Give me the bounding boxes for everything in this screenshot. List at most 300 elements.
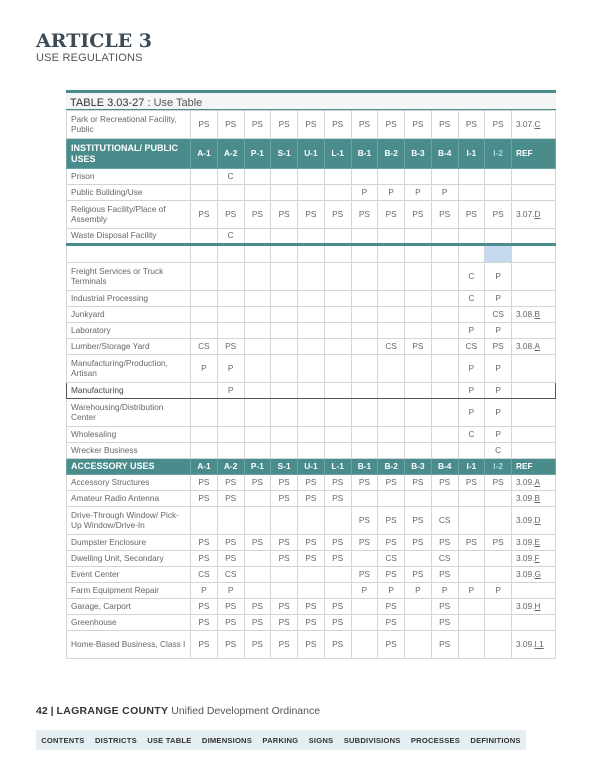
permission-cell: PS — [271, 615, 298, 631]
permission-cell — [351, 263, 378, 291]
permission-cell: PS — [217, 491, 244, 507]
permission-cell: PS — [244, 599, 271, 615]
permission-cell — [351, 339, 378, 355]
ref-link[interactable]: D — [534, 208, 541, 219]
permission-cell: P — [458, 355, 485, 383]
permission-cell — [324, 427, 351, 443]
article-title: ARTICLE 3 — [36, 30, 153, 52]
permission-cell: PS — [324, 615, 351, 631]
permission-cell: PS — [191, 111, 218, 139]
permission-cell — [217, 323, 244, 339]
permission-cell: PS — [405, 475, 432, 491]
use-table-container — [66, 90, 556, 659]
permission-cell — [324, 443, 351, 459]
permission-cell — [324, 323, 351, 339]
district-column-header: U-1 — [298, 139, 325, 169]
permission-cell: PS — [244, 615, 271, 631]
permission-cell — [244, 491, 271, 507]
ref-cell — [512, 475, 556, 491]
permission-cell — [298, 339, 325, 355]
permission-cell: P — [485, 427, 512, 443]
permission-cell — [351, 631, 378, 659]
district-column-header: A-2 — [217, 459, 244, 475]
separator-cell — [271, 245, 298, 263]
permission-cell — [485, 551, 512, 567]
permission-cell: PS — [324, 111, 351, 139]
permission-cell: PS — [298, 631, 325, 659]
permission-cell: PS — [458, 475, 485, 491]
permission-cell — [351, 491, 378, 507]
permission-cell — [191, 399, 218, 427]
permission-cell — [405, 307, 432, 323]
permission-cell: PS — [378, 615, 405, 631]
ref-column-header — [512, 459, 556, 475]
permission-cell: PS — [405, 339, 432, 355]
permission-cell: PS — [271, 599, 298, 615]
use-name: Dumpster Enclosure — [67, 535, 191, 551]
district-column-header: S-1 — [271, 459, 298, 475]
nav-link-parking[interactable]: PARKING — [262, 735, 299, 745]
permission-cell — [271, 307, 298, 323]
table-row — [67, 229, 556, 245]
ref-link[interactable]: A — [534, 340, 541, 351]
permission-cell — [244, 551, 271, 567]
permission-cell — [405, 631, 432, 659]
table-row — [67, 383, 556, 399]
permission-cell — [324, 229, 351, 245]
permission-cell — [405, 383, 432, 399]
permission-cell: P — [485, 399, 512, 427]
separator-cell — [458, 245, 485, 263]
ref-link[interactable]: F — [534, 552, 540, 563]
permission-cell: PS — [351, 507, 378, 535]
page-number: 42 — [36, 705, 48, 717]
separator-cell — [512, 245, 556, 263]
permission-cell — [244, 307, 271, 323]
permission-cell — [271, 323, 298, 339]
ref-link[interactable]: B — [534, 492, 541, 503]
section-title: INSTITUTIONAL/ PUBLIC USES — [67, 139, 191, 169]
permission-cell — [431, 169, 458, 185]
permission-cell: PS — [217, 111, 244, 139]
permission-cell — [485, 567, 512, 583]
district-column-header: P-1 — [244, 459, 271, 475]
district-column-header: I-2 — [485, 459, 512, 475]
permission-cell: PS — [431, 567, 458, 583]
nav-link-dimensions[interactable]: DIMENSIONS — [201, 735, 253, 745]
use-name: Waste Disposal Facility — [67, 229, 191, 245]
permission-cell — [458, 507, 485, 535]
permission-cell — [191, 291, 218, 307]
use-name: Religious Facility/Place of Assembly — [67, 201, 191, 229]
separator-cell — [191, 245, 218, 263]
permission-cell — [324, 291, 351, 307]
section-header-row — [67, 139, 556, 169]
permission-cell: C — [217, 169, 244, 185]
permission-cell — [217, 185, 244, 201]
permission-cell — [378, 443, 405, 459]
permission-cell: PS — [298, 201, 325, 229]
permission-cell — [378, 291, 405, 307]
separator-cell — [217, 245, 244, 263]
permission-cell — [298, 443, 325, 459]
permission-cell — [431, 355, 458, 383]
ref-cell — [512, 631, 556, 659]
permission-cell: PS — [405, 507, 432, 535]
district-column-header: L-1 — [324, 459, 351, 475]
nav-link-contents[interactable]: CONTENTS — [41, 735, 85, 745]
ref-link[interactable]: C — [534, 118, 541, 129]
permission-cell: P — [217, 355, 244, 383]
permission-cell — [271, 583, 298, 599]
permission-cell — [298, 583, 325, 599]
permission-cell — [485, 507, 512, 535]
permission-cell — [378, 229, 405, 245]
permission-cell — [378, 355, 405, 383]
permission-cell — [485, 599, 512, 615]
permission-cell: PS — [378, 567, 405, 583]
permission-cell — [378, 427, 405, 443]
permission-cell — [191, 427, 218, 443]
permission-cell — [458, 229, 485, 245]
ref-cell — [512, 427, 556, 443]
permission-cell: PS — [431, 599, 458, 615]
ref-cell — [512, 185, 556, 201]
permission-cell: P — [351, 185, 378, 201]
ref-link[interactable]: I.1 — [534, 638, 544, 649]
permission-cell: PS — [244, 535, 271, 551]
permission-cell: PS — [271, 491, 298, 507]
permission-cell: PS — [217, 631, 244, 659]
permission-cell: P — [217, 383, 244, 399]
permission-cell — [244, 355, 271, 383]
permission-cell: P — [485, 323, 512, 339]
permission-cell — [191, 229, 218, 245]
permission-cell — [351, 169, 378, 185]
permission-cell — [458, 551, 485, 567]
permission-cell: PS — [378, 631, 405, 659]
ref-link[interactable]: B — [534, 308, 541, 319]
permission-cell — [405, 615, 432, 631]
footer-document-name: Unified Development Ordinance — [171, 705, 321, 717]
permission-cell: PS — [351, 201, 378, 229]
permission-cell: PS — [217, 339, 244, 355]
permission-cell: P — [485, 583, 512, 599]
ref-cell — [512, 615, 556, 631]
permission-cell — [191, 169, 218, 185]
permission-cell — [271, 185, 298, 201]
permission-cell — [431, 229, 458, 245]
use-name: Warehousing/Distribution Center — [67, 399, 191, 427]
table-row — [67, 507, 556, 535]
permission-cell: PS — [405, 111, 432, 139]
permission-cell: CS — [217, 567, 244, 583]
page-footer — [36, 705, 320, 717]
use-name: Laboratory — [67, 323, 191, 339]
permission-cell: PS — [405, 567, 432, 583]
table-caption-name: Use Table — [153, 97, 203, 109]
permission-cell — [191, 307, 218, 323]
use-name: Wholesaling — [67, 427, 191, 443]
permission-cell — [485, 491, 512, 507]
permission-cell: PS — [378, 475, 405, 491]
permission-cell — [431, 491, 458, 507]
permission-cell — [244, 323, 271, 339]
table-row — [67, 443, 556, 459]
ref-cell — [512, 355, 556, 383]
permission-cell: PS — [378, 507, 405, 535]
permission-cell — [324, 307, 351, 323]
permission-cell — [324, 355, 351, 383]
permission-cell: PS — [324, 551, 351, 567]
separator-cell — [405, 245, 432, 263]
ref-cell — [512, 535, 556, 551]
ref-link[interactable]: D — [534, 514, 541, 525]
ref-link[interactable]: H — [534, 600, 541, 611]
ref-cell — [512, 399, 556, 427]
ref-cell — [512, 291, 556, 307]
permission-cell — [298, 169, 325, 185]
permission-cell: PS — [244, 631, 271, 659]
permission-cell — [485, 169, 512, 185]
permission-cell — [217, 291, 244, 307]
permission-cell: P — [458, 399, 485, 427]
district-column-header: B-2 — [378, 459, 405, 475]
permission-cell — [405, 229, 432, 245]
ref-cell — [512, 583, 556, 599]
permission-cell — [271, 291, 298, 307]
permission-cell: PS — [191, 535, 218, 551]
separator-cell — [351, 245, 378, 263]
ref-cell — [512, 491, 556, 507]
permission-cell: P — [405, 185, 432, 201]
permission-cell: C — [458, 291, 485, 307]
permission-cell — [244, 567, 271, 583]
permission-cell: P — [458, 383, 485, 399]
permission-cell: PS — [485, 201, 512, 229]
permission-cell: PS — [298, 111, 325, 139]
ref-cell — [512, 307, 556, 323]
use-name: Prison — [67, 169, 191, 185]
ref-cell — [512, 169, 556, 185]
permission-cell — [485, 631, 512, 659]
ref-cell — [512, 229, 556, 245]
permission-cell — [271, 339, 298, 355]
permission-cell — [351, 307, 378, 323]
permission-cell — [298, 323, 325, 339]
permission-cell — [244, 229, 271, 245]
permission-cell: PS — [271, 201, 298, 229]
bottom-navigation — [36, 730, 526, 750]
permission-cell: CS — [485, 307, 512, 323]
permission-cell: PS — [298, 551, 325, 567]
permission-cell — [271, 263, 298, 291]
permission-cell: PS — [298, 535, 325, 551]
permission-cell: PS — [271, 475, 298, 491]
ref-link[interactable]: E — [534, 536, 541, 547]
separator-cell — [431, 245, 458, 263]
table-row — [67, 355, 556, 383]
permission-cell — [271, 383, 298, 399]
permission-cell: CS — [431, 551, 458, 567]
nav-link-processes[interactable]: PROCESSES — [410, 735, 460, 745]
table-row — [67, 263, 556, 291]
district-column-header: B-4 — [431, 459, 458, 475]
permission-cell — [217, 427, 244, 443]
permission-cell — [405, 263, 432, 291]
permission-cell — [405, 443, 432, 459]
permission-cell — [271, 443, 298, 459]
ref-cell — [512, 551, 556, 567]
permission-cell — [458, 491, 485, 507]
ref-section: 3.09. — [516, 552, 535, 563]
nav-link-districts[interactable]: DISTRICTS — [94, 735, 137, 745]
permission-cell: P — [431, 185, 458, 201]
permission-cell — [191, 263, 218, 291]
ref-section: REF — [516, 147, 533, 158]
permission-cell: P — [485, 383, 512, 399]
permission-cell — [271, 507, 298, 535]
permission-cell — [324, 583, 351, 599]
nav-link-subdivisions[interactable]: SUBDIVISIONS — [343, 735, 401, 745]
footer-county: LAGRANGE COUNTY — [56, 705, 169, 717]
table-row — [67, 111, 556, 139]
ref-cell — [512, 599, 556, 615]
table-row — [67, 323, 556, 339]
permission-cell — [405, 169, 432, 185]
table-caption-label: TABLE 3.03-27 : — [70, 97, 151, 109]
permission-cell: PS — [244, 201, 271, 229]
permission-cell: P — [378, 185, 405, 201]
permission-cell: PS — [191, 475, 218, 491]
district-column-header: B-1 — [351, 139, 378, 169]
use-name: Park or Recreational Facility, Public — [67, 111, 191, 139]
ref-section: 3.09. — [516, 600, 535, 611]
permission-cell — [351, 443, 378, 459]
permission-cell: PS — [324, 475, 351, 491]
ref-section: 3.08. — [516, 340, 535, 351]
permission-cell — [351, 615, 378, 631]
permission-cell — [405, 355, 432, 383]
permission-cell — [351, 383, 378, 399]
permission-cell: PS — [217, 615, 244, 631]
permission-cell — [431, 291, 458, 307]
use-name: Garage, Carport — [67, 599, 191, 615]
permission-cell — [298, 263, 325, 291]
ref-cell — [512, 323, 556, 339]
permission-cell — [191, 507, 218, 535]
permission-cell — [244, 443, 271, 459]
permission-cell — [405, 399, 432, 427]
separator-cell — [298, 245, 325, 263]
permission-cell — [244, 399, 271, 427]
ref-cell — [512, 111, 556, 139]
table-row — [67, 291, 556, 307]
permission-cell: PS — [351, 111, 378, 139]
district-column-header: U-1 — [298, 459, 325, 475]
permission-cell — [271, 427, 298, 443]
use-name: Accessory Structures — [67, 475, 191, 491]
permission-cell: P — [485, 355, 512, 383]
permission-cell: PS — [378, 201, 405, 229]
table-row — [67, 475, 556, 491]
use-name: Greenhouse — [67, 615, 191, 631]
ref-section: 3.07. — [516, 208, 535, 219]
permission-cell — [298, 291, 325, 307]
permission-cell: PS — [324, 599, 351, 615]
table-row — [67, 535, 556, 551]
ref-link[interactable]: G — [534, 568, 541, 579]
use-name: Lumber/Storage Yard — [67, 339, 191, 355]
permission-cell — [351, 291, 378, 307]
permission-cell: PS — [298, 599, 325, 615]
permission-cell: PS — [324, 631, 351, 659]
permission-cell — [351, 399, 378, 427]
permission-cell: PS — [217, 599, 244, 615]
permission-cell: PS — [298, 615, 325, 631]
permission-cell — [458, 567, 485, 583]
permission-cell — [217, 263, 244, 291]
permission-cell — [324, 399, 351, 427]
permission-cell: P — [351, 583, 378, 599]
district-column-header: A-2 — [217, 139, 244, 169]
ref-section: 3.09. — [516, 492, 535, 503]
permission-cell — [324, 383, 351, 399]
permission-cell — [405, 427, 432, 443]
nav-link-definitions[interactable]: DEFINITIONS — [470, 735, 521, 745]
ref-section: 3.09. — [516, 638, 535, 649]
district-column-header: B-4 — [431, 139, 458, 169]
permission-cell: P — [191, 583, 218, 599]
permission-cell: CS — [191, 339, 218, 355]
permission-cell: C — [217, 229, 244, 245]
use-name: Dwelling Unit, Secondary — [67, 551, 191, 567]
nav-link-signs[interactable]: SIGNS — [308, 735, 334, 745]
ref-section: 3.09. — [516, 536, 535, 547]
table-row — [67, 491, 556, 507]
permission-cell — [378, 263, 405, 291]
ref-link[interactable]: A — [534, 476, 541, 487]
permission-cell: CS — [378, 339, 405, 355]
section-title: ACCESSORY USES — [67, 459, 191, 475]
permission-cell — [217, 307, 244, 323]
table-row — [67, 307, 556, 323]
permission-cell — [244, 339, 271, 355]
table-row — [67, 567, 556, 583]
permission-cell — [217, 443, 244, 459]
use-name: Drive-Through Window/ Pick-Up Window/Drive-In — [67, 507, 191, 535]
district-column-header: B-1 — [351, 459, 378, 475]
permission-cell: PS — [351, 567, 378, 583]
permission-cell — [431, 339, 458, 355]
use-name: Manufacturing/Production, Artisan — [67, 355, 191, 383]
permission-cell: PS — [485, 111, 512, 139]
permission-cell: PS — [458, 535, 485, 551]
section-separator-row — [67, 245, 556, 263]
permission-cell: C — [458, 427, 485, 443]
ref-cell — [512, 383, 556, 399]
ref-cell — [512, 567, 556, 583]
permission-cell — [217, 399, 244, 427]
permission-cell: P — [405, 583, 432, 599]
section-header-row — [67, 459, 556, 475]
ref-section: REF — [516, 460, 533, 471]
nav-link-use-table[interactable]: USE TABLE — [147, 735, 192, 745]
permission-cell — [431, 427, 458, 443]
permission-cell — [244, 169, 271, 185]
permission-cell — [351, 355, 378, 383]
permission-cell — [351, 323, 378, 339]
